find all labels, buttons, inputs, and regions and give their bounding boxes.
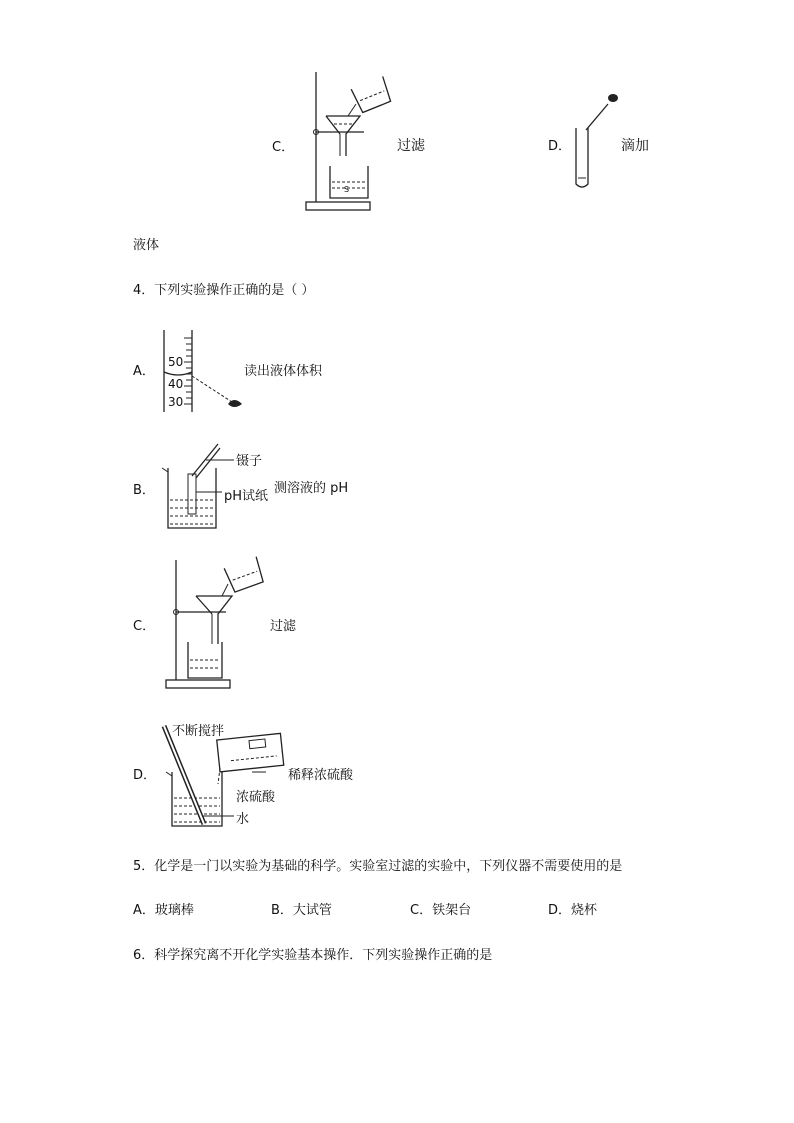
q5-stem: 5．化学是一门以实验为基础的科学。实验室过滤的实验中，下列仪器不需要使用的是 — [133, 859, 623, 874]
top-option-c-label: C． — [272, 140, 295, 155]
q6-stem: 6．科学探究离不开化学实验基本操作．下列实验操作正确的是 — [133, 948, 493, 963]
q5-option-d: D．烧杯 — [548, 903, 598, 918]
q4-b-tweezers-label: 镊子 — [236, 454, 263, 469]
q4-stem: 4．下列实验操作正确的是（ ） — [133, 283, 315, 298]
top-dropper-figure — [566, 90, 626, 194]
svg-text:S: S — [344, 185, 350, 194]
q4-b-label: B． — [133, 483, 155, 498]
q4-d-caption: 稀释浓硫酸 — [288, 768, 354, 783]
q4-d-acid-label: 浓硫酸 — [236, 790, 276, 805]
q4-b-paper-label: pH试纸 — [224, 489, 269, 504]
q4-b-caption: 测溶液的 pH — [274, 481, 349, 496]
stand-base — [306, 202, 370, 210]
q5-option-b: B．大试管 — [271, 903, 332, 918]
q5-option-a: A．玻璃棒 — [133, 903, 194, 918]
q4-a-caption: 读出液体体积 — [244, 364, 323, 379]
tick-label-40: 40 — [168, 377, 184, 391]
dropper — [586, 104, 608, 130]
q5-option-c: C．铁架台 — [410, 903, 472, 918]
top-tail-text: 液体 — [133, 238, 160, 253]
q4-c-filtration-figure — [160, 556, 272, 694]
tick-label-30: 30 — [168, 395, 184, 409]
q4-c-caption: 过滤 — [270, 619, 297, 634]
q4-d-label: D． — [133, 768, 157, 783]
q4-d-water-label: 水 — [236, 812, 250, 827]
q4-d-stir-label: 不断搅拌 — [172, 724, 225, 739]
top-option-d-caption: 滴加 — [621, 138, 649, 154]
top-option-d-label: D． — [548, 139, 572, 154]
q4-a-label: A． — [133, 364, 155, 379]
top-filtration-figure — [300, 68, 400, 216]
tick-label-50: 50 — [168, 355, 184, 369]
top-option-c-caption: 过滤 — [397, 138, 425, 154]
q4-c-label: C． — [133, 619, 156, 634]
